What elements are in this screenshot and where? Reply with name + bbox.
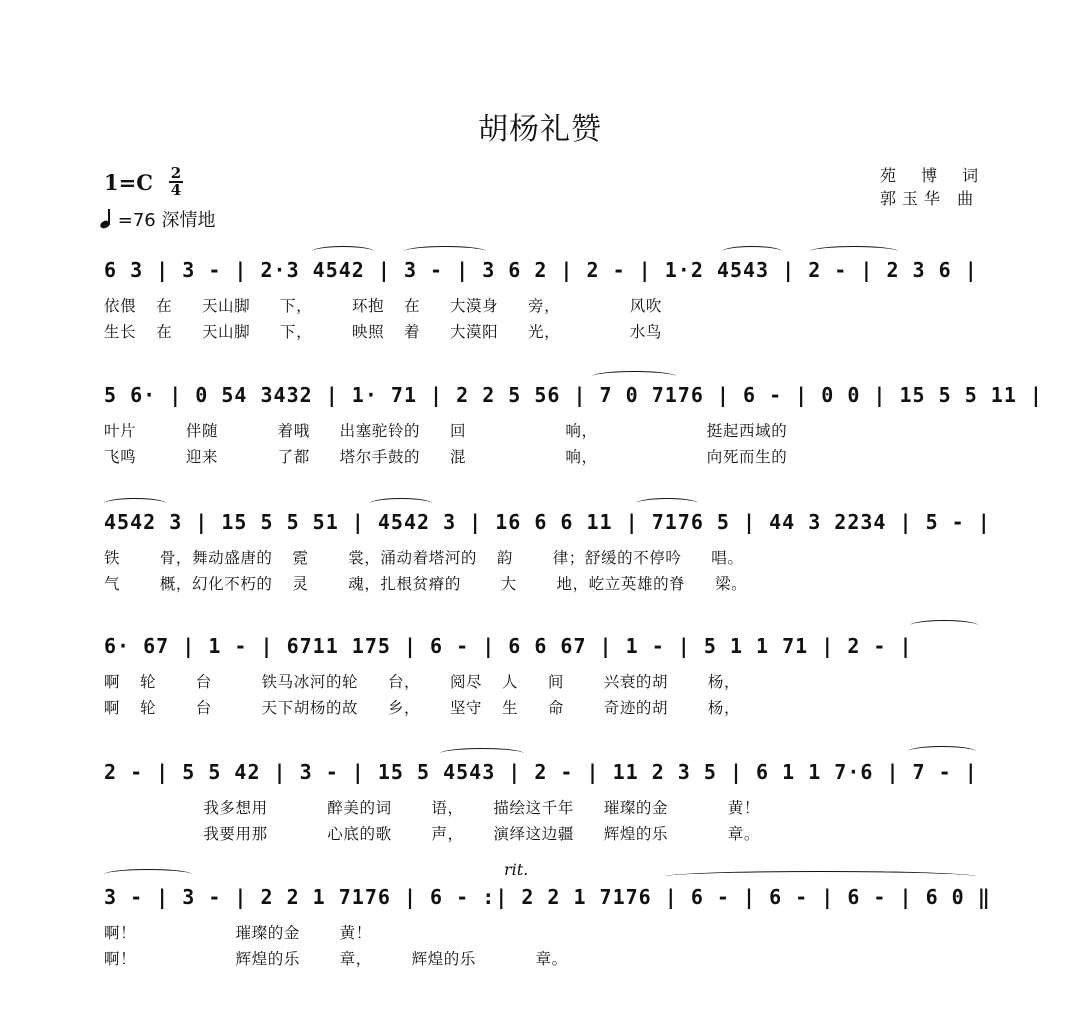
slur xyxy=(810,246,898,257)
slur xyxy=(722,246,782,257)
slur xyxy=(370,498,432,509)
slur xyxy=(908,746,976,757)
slur xyxy=(592,371,676,382)
notation-line: 6 3 | 3 - | 2·3 4542 | 3 - | 3 6 2 | 2 - | 1·2 4543 | 2 - | 2 3 6 | xyxy=(104,258,978,282)
slur xyxy=(404,246,486,257)
slur xyxy=(910,620,978,631)
time-signature-top: 2 xyxy=(170,164,182,182)
time-signature xyxy=(168,166,184,198)
lyrics-verse-1: 我多想用 醉美的词 语， 描绘这千年 璀璨的金 黄！ xyxy=(104,799,760,817)
lyrics-verse-2: 啊！ 辉煌的乐 章， 辉煌的乐 章。 xyxy=(104,950,568,968)
lyrics-verse-1: 啊 轮 台 铁马冰河的轮 台， 阅尽 人 间 兴衰的胡 杨， xyxy=(104,673,741,691)
lyrics-verse-1: 叶片 伴随 着哦 出塞驼铃的 回 响， 挺起西域的 xyxy=(104,422,788,440)
slur xyxy=(636,498,698,509)
notation-line: 6· 67 | 1 - | 6711 175 | 6 - | 6 6 67 | 1 - | 5 1 1 71 | 2 - | xyxy=(104,634,913,658)
slur xyxy=(440,748,524,759)
lyrics-verse-2: 我要用那 心底的歌 声， 演绎这边疆 辉煌的乐 章。 xyxy=(104,825,760,843)
notation-line: 2 - | 5 5 42 | 3 - | 15 5 4543 | 2 - | 11 2 3 5 | 6 1 1 7·6 | 7 - | xyxy=(104,760,978,784)
lyrics-verse-1: 铁 骨，舞动盛唐的 霓 裳，涌动着塔河的 韵 律；舒缓的不停吟 唱。 xyxy=(104,549,744,567)
notation-line: 5 6· | 0 54 3432 | 1· 71 | 2 2 5 56 | 7 0 7176 | 6 - | 0 0 | 15 5 5 11 | xyxy=(104,383,1043,407)
slur xyxy=(104,869,192,880)
score-system-1 xyxy=(0,258,1080,368)
lyrics-verse-1: 啊！ 璀璨的金 黄！ xyxy=(104,924,372,942)
lyricist-credit: 苑 博 词 xyxy=(880,166,989,185)
time-signature-bottom: 4 xyxy=(170,181,182,199)
composer-credit: 郭玉华 曲 xyxy=(880,189,980,208)
key-signature: 1=C xyxy=(104,170,153,195)
quarter-note-icon xyxy=(100,209,112,229)
slur xyxy=(666,871,976,882)
score-system-5 xyxy=(0,760,1080,870)
lyrics-verse-2: 啊 轮 台 天下胡杨的故 乡， 坚守 生 命 奇迹的胡 杨， xyxy=(104,699,741,717)
lyrics-verse-1: 依偎 在 天山脚 下， 环抱 在 大漠身 旁， 风吹 xyxy=(104,297,662,315)
tempo-text: =76 深情地 xyxy=(117,210,216,231)
score-system-6 xyxy=(0,860,1080,995)
notation-line: 3 - | 3 - | 2 2 1 7176 | 6 - :| 2 2 1 7176 | 6 - | 6 - | 6 - | 6 0 ‖ xyxy=(104,885,991,909)
ritardando-marking: rit. xyxy=(504,860,529,879)
notation-line: 4542 3 | 15 5 5 51 | 4542 3 | 16 6 6 11 | 7176 5 | 44 3 2234 | 5 - | xyxy=(104,510,991,534)
tempo-marking xyxy=(100,206,215,232)
song-title: 胡杨礼赞 xyxy=(478,112,602,147)
score-system-2 xyxy=(0,383,1080,493)
lyrics-verse-2: 气 概，幻化不朽的 灵 魂，扎根贫瘠的 大 地，屹立英雄的脊 梁。 xyxy=(104,575,748,593)
slur xyxy=(312,246,374,257)
lyrics-verse-2: 飞鸣 迎来 了都 塔尔手鼓的 混 响， 向死而生的 xyxy=(104,448,788,466)
score-system-3 xyxy=(0,510,1080,620)
slur xyxy=(104,498,166,509)
score-system-4 xyxy=(0,634,1080,744)
lyrics-verse-2: 生长 在 天山脚 下， 映照 着 大漠阳 光， 水鸟 xyxy=(104,323,662,341)
